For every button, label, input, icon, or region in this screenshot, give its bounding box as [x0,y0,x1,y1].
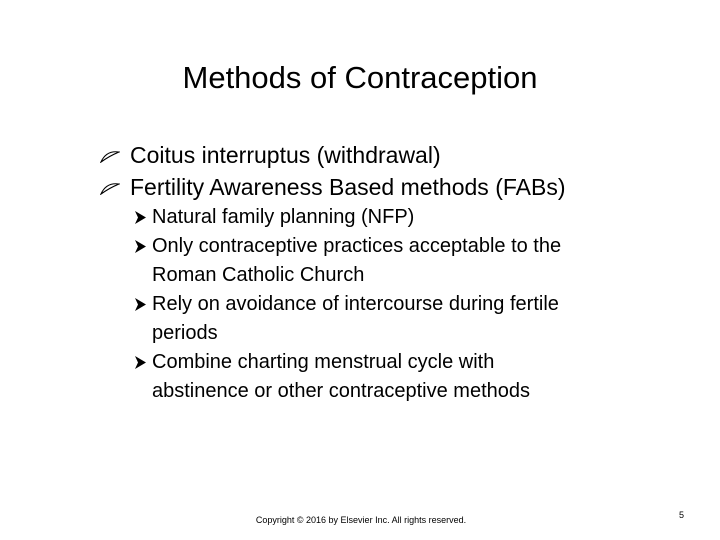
sub-bullet-text-continued: abstinence or other contraceptive methods [152,380,530,402]
arrowhead-bullet-icon [134,355,147,370]
sub-bullet-text: Natural family planning (NFP) [152,206,415,228]
sub-bullet-text: Rely on avoidance of intercourse during fertile [152,293,559,315]
leaf-bullet-icon [100,151,120,163]
leaf-bullet-icon [100,183,120,195]
bullet-text: Fertility Awareness Based methods (FABs) [130,174,566,200]
sub-bullet-text: Combine charting menstrual cycle with [152,351,495,373]
page-number: 5 [679,510,685,520]
sub-bullet-item [134,290,674,348]
copyright-footer: Copyright © 2016 by Elsevier Inc. All rights reserved. [255,515,467,525]
sub-bullet-item [134,348,674,406]
bullet-text: Coitus interruptus (withdrawal) [130,142,441,168]
arrowhead-bullet-icon [134,297,147,312]
sub-bullet-text-continued: periods [152,322,218,344]
arrowhead-bullet-icon [134,210,147,225]
sub-bullet-text: Only contraceptive practices acceptable to the [152,235,562,257]
sub-bullet-item [134,232,674,290]
sub-bullet-text-continued: Roman Catholic Church [152,264,365,286]
sub-bullet-item [134,203,674,232]
arrowhead-bullet-icon [134,239,147,254]
slide-title: Methods of Contraception [182,60,538,95]
